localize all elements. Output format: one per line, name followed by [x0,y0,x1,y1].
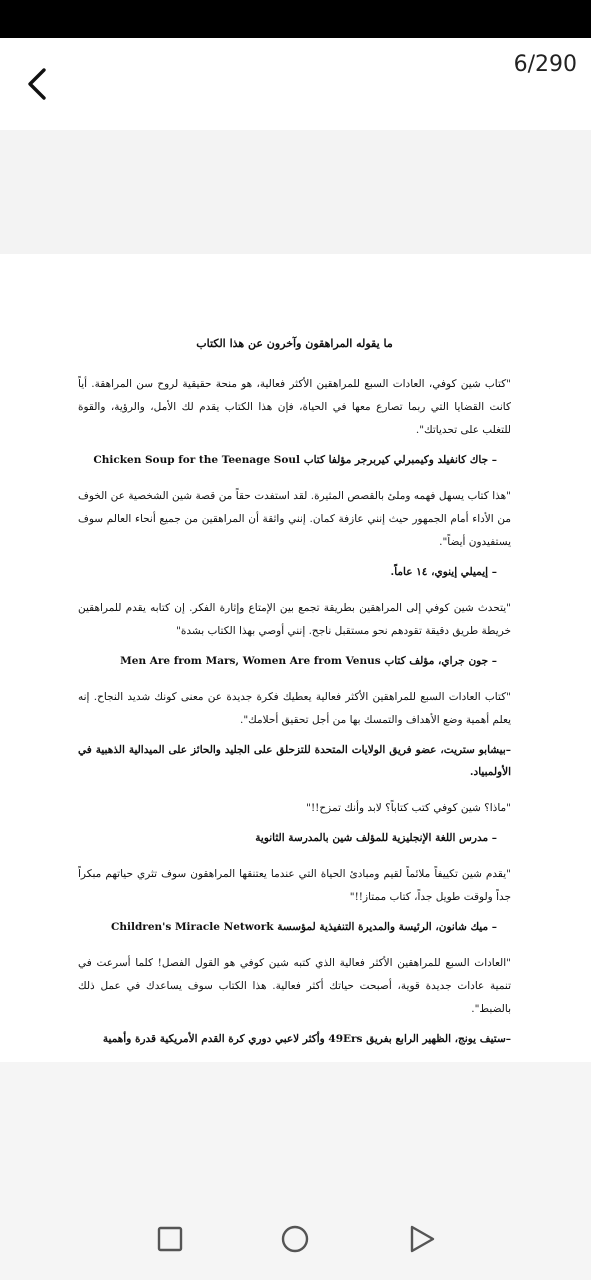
recents-button[interactable] [153,1222,187,1256]
nav-back-button[interactable] [404,1222,438,1256]
quote-attribution [78,449,511,471]
app-header [0,38,591,130]
page-title: ما يقوله المراهقون وآخرون عن هذا الكتاب [196,337,393,350]
attribution-book-title: Chicken Soup for the Teenage Soul [93,454,301,466]
status-bar [0,0,591,38]
quote-attribution [78,827,511,849]
back-button[interactable] [18,64,58,104]
document-content [78,332,511,1064]
attribution-book-title: Men Are from Mars, Women Are from Venus [120,655,381,667]
chevron-left-icon [18,64,58,104]
triangle-icon [404,1222,438,1256]
quote-text: "كتاب العادات السبع للمراهقين الأكثر فعالية يعطيك فكرة جديدة عن معنى كونك شديد النجاح. إنه يعلم أهمية وضع الأهداف والتمسك بها من أجل تحقيق أحلامك". [78,691,511,726]
page-counter: 6/290 [513,52,577,77]
quote-text: "هذا كتاب يسهل فهمه وملئ بالقصص المثيرة. لقد استفدت حقاً من قصة شين الشخصية عن الخوف من الأداء أمام الجمهور حيث إنني عازفة كمان. إنني واثقة أن المراهقين من جميع أنحاء العالم سوف يستفيدون أيضاً". [78,490,511,548]
attribution-organization: Children's Miracle Network [111,921,274,933]
quote-attribution [78,916,511,938]
attribution-text: – مدرس اللغة الإنجليزية للمؤلف شين بالمدرسة الثانوية [255,832,497,844]
quote-attribution [78,561,511,583]
document-page[interactable] [0,254,591,1062]
quote-attribution [78,650,511,672]
attribution-text: – جاك كانفيلد وكيمبرلي كيربرجر مؤلفا كتاب [303,454,497,466]
home-button[interactable] [278,1222,312,1256]
system-navigation-bar [0,1198,591,1280]
quote-attribution [78,739,511,783]
quote-text: "يتحدث شين كوفي إلى المراهقين بطريقة تجمع بين الإمتاع وإثارة الفكر. إن كتابه يقدم للمراهقين خريطة طريق دقيقة تقودهم نحو مستقبل ناجح. إنني أوصي بهذا الكتاب بشدة" [78,602,511,637]
attribution-text: – إيميلي إينوي، ١٤ عاماً. [390,566,497,578]
attribution-text: –بيشابو ستريت، عضو فريق الولايات المتحدة للتزحلق على الجليد والحائز على الميدالية الذهبية في الأولمبياد. [78,744,511,778]
reader-top-margin [0,130,591,254]
attribution-text: –ستيف يونج، الظهير الرابع بفريق 49Ers وأكثر لاعبي دوري كرة القدم الأمريكية قدرة وأهمية [102,1033,511,1045]
quote-text: "ماذا؟ شين كوفي كتب كتاباً؟ لابد وأنك تمزح!!" [306,802,511,814]
circle-icon [278,1222,312,1256]
quote-text: "كتاب شين كوفي، العادات السبع للمراهقين الأكثر فعالية، هو منحة حقيقية لروح سن المراهقة. أياً كانت القضايا التي ربما تصارع معها في الحياة، فإن هذا الكتاب يقدم لك الأمل، والرؤية، والقوة للتغلب على تحدياتك". [78,378,511,436]
square-icon [153,1222,187,1256]
attribution-text: – جون جراي، مؤلف كتاب [384,655,497,667]
quote-text: "العادات السبع للمراهقين الأكثر فعالية الذي كتبه شين كوفي هو القول الفصل! كلما أسرعت في تنمية عادات جديدة قوية، أصبحت حياتك أكثر فعالية. هذا الكتاب سوف يساعدك في عمل ذلك بالضبط". [78,957,511,1015]
attribution-text: – ميك شانون، الرئيسة والمديرة التنفيذية لمؤسسة [277,921,497,933]
quote-text: "يقدم شين تكييفاً ملائماً لقيم ومبادئ الحياة التي عندما يعتنقها المراهقون سوف تثري حياتهم مبكراً جداً ولوقت طويل جداً، كتاب ممتاز!!" [78,868,511,903]
reader-bottom-margin [0,1062,591,1198]
quote-attribution [78,1028,511,1050]
